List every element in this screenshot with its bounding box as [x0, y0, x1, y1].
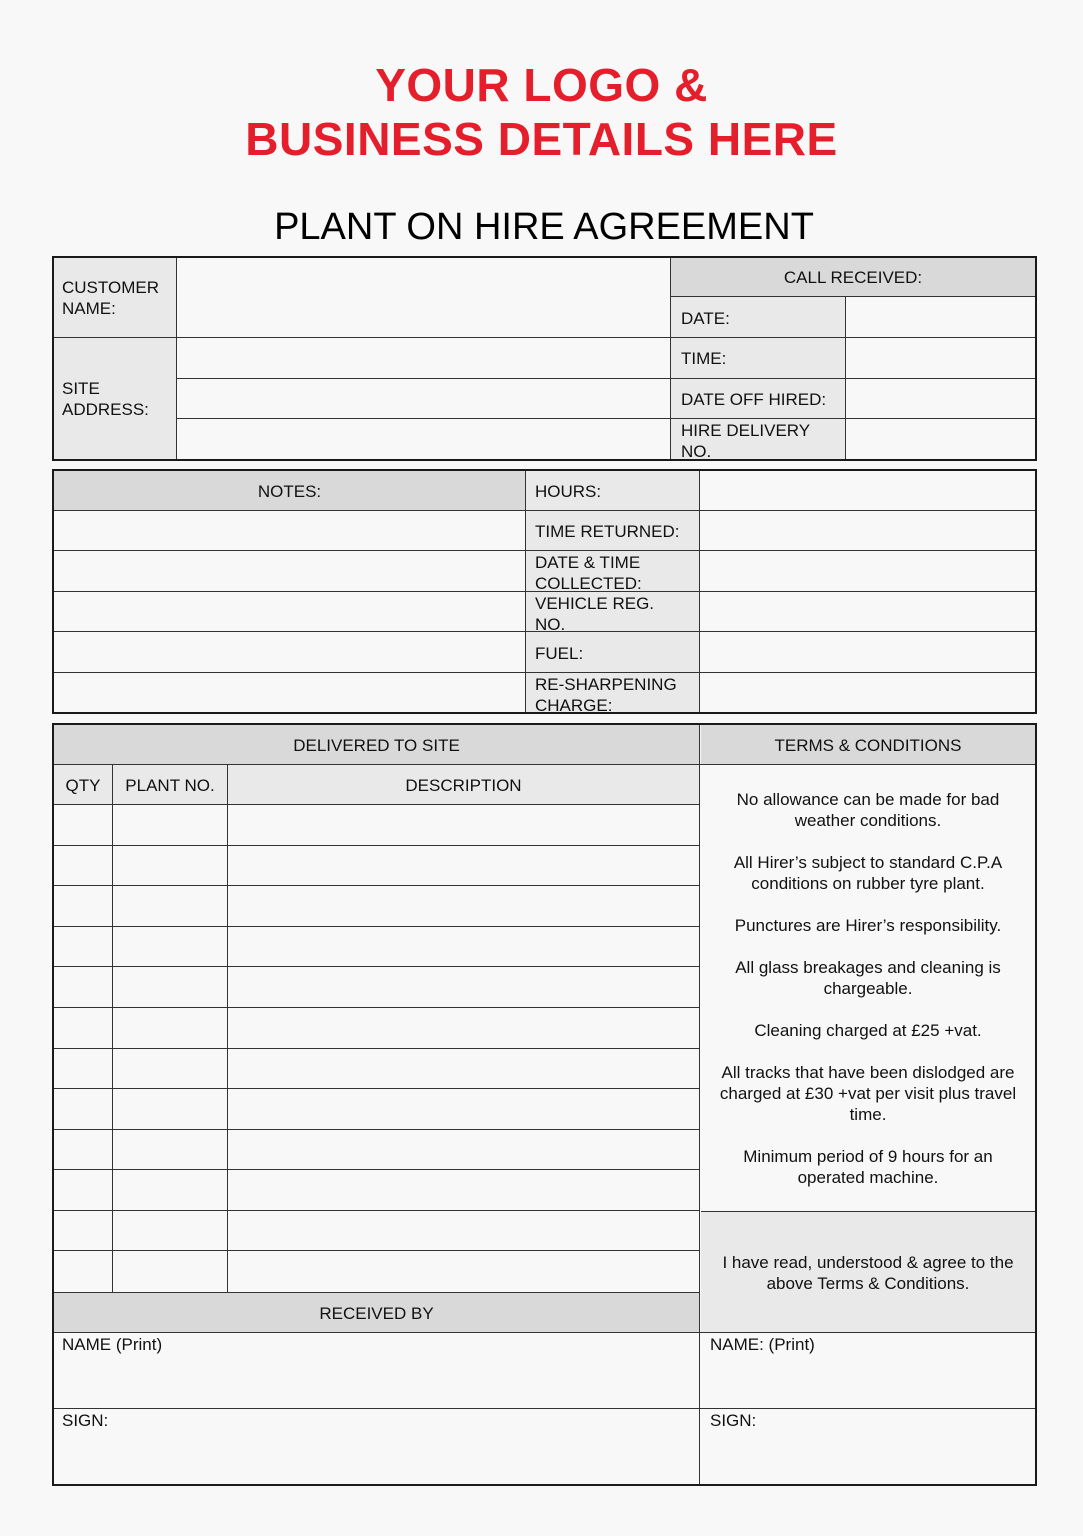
logo-line-2: BUSINESS DETAILS HERE: [245, 113, 838, 165]
terms-item: No allowance can be made for bad weather conditions.: [736, 790, 1000, 830]
hire-delivery-no-field[interactable]: [846, 419, 1035, 459]
site-address-field-2[interactable]: [177, 379, 669, 418]
notes-line-5[interactable]: [54, 673, 525, 712]
terms-list: [702, 789, 1034, 1209]
time-label: TIME:: [681, 349, 727, 368]
resharpening-charge-field[interactable]: [700, 673, 1035, 712]
table-row[interactable]: [54, 1130, 699, 1170]
time-returned-field[interactable]: [700, 511, 1035, 550]
site-address-label: SITE ADDRESS:: [62, 379, 149, 419]
time-field[interactable]: [846, 338, 1035, 378]
call-received-heading: CALL RECEIVED:: [783, 268, 923, 287]
notes-heading: NOTES:: [257, 482, 322, 501]
agreement-text: I have read, understood & agree to the above Terms & Conditions.: [722, 1253, 1014, 1293]
received-sign-label: SIGN:: [62, 1411, 109, 1430]
hire-delivery-no-label: HIRE DELIVERY NO.: [681, 421, 811, 461]
fuel-field[interactable]: [700, 632, 1035, 672]
hours-field[interactable]: [700, 471, 1035, 510]
table-row[interactable]: [54, 846, 699, 886]
table-row[interactable]: [54, 1049, 699, 1089]
page-title: PLANT ON HIRE AGREEMENT: [274, 206, 814, 248]
fuel-label: FUEL:: [535, 644, 584, 663]
site-address-field-1[interactable]: [177, 338, 669, 378]
hirer-sign-field[interactable]: [701, 1409, 1035, 1484]
terms-item: Punctures are Hirer’s responsibility.: [734, 916, 1002, 935]
terms-heading: TERMS & CONDITIONS: [774, 736, 962, 755]
plant-no-column-header: PLANT NO.: [125, 776, 215, 795]
business-logo-placeholder: [0, 58, 1083, 166]
received-sign-field[interactable]: [54, 1409, 699, 1484]
table-row[interactable]: [54, 1089, 699, 1129]
received-name-label: NAME (Print): [62, 1335, 163, 1354]
table-row[interactable]: [54, 1170, 699, 1210]
received-name-field[interactable]: [54, 1333, 699, 1408]
terms-item: Cleaning charged at £25 +vat.: [754, 1021, 982, 1040]
site-address-field-3[interactable]: [177, 419, 669, 459]
delivered-to-site-heading: DELIVERED TO SITE: [293, 736, 460, 755]
table-row[interactable]: [54, 967, 699, 1007]
resharpening-charge-label: RE-SHARPENING CHARGE:: [535, 675, 677, 715]
date-time-collected-field[interactable]: [700, 551, 1035, 591]
table-row[interactable]: [54, 927, 699, 967]
hours-label: HOURS:: [535, 482, 602, 501]
terms-item: All glass breakages and cleaning is chargeable.: [735, 958, 1001, 998]
date-off-hired-label: DATE OFF HIRED:: [681, 390, 827, 409]
notes-line-2[interactable]: [54, 551, 525, 591]
date-off-hired-field[interactable]: [846, 379, 1035, 418]
description-column-header: DESCRIPTION: [405, 776, 522, 795]
table-row[interactable]: [54, 886, 699, 926]
vehicle-reg-field[interactable]: [700, 592, 1035, 631]
hirer-name-label: NAME: (Print): [710, 1335, 815, 1354]
notes-line-4[interactable]: [54, 632, 525, 672]
customer-name-field[interactable]: [177, 258, 669, 337]
vehicle-reg-label: VEHICLE REG. NO.: [535, 594, 655, 634]
terms-item: All Hirer’s subject to standard C.P.A conditions on rubber tyre plant.: [733, 853, 1003, 893]
logo-line-1: YOUR LOGO &: [375, 59, 708, 111]
table-row[interactable]: [54, 1211, 699, 1251]
table-row[interactable]: [54, 1008, 699, 1048]
received-by-heading: RECEIVED BY: [319, 1304, 434, 1323]
date-label: DATE:: [681, 309, 730, 328]
notes-line-1[interactable]: [54, 511, 525, 550]
customer-name-label: CUSTOMER NAME:: [62, 278, 159, 318]
hirer-sign-label: SIGN:: [710, 1411, 757, 1430]
time-returned-label: TIME RETURNED:: [535, 522, 680, 541]
notes-line-3[interactable]: [54, 592, 525, 631]
date-time-collected-label: DATE & TIME COLLECTED:: [535, 553, 642, 593]
date-field[interactable]: [846, 297, 1035, 337]
terms-item: All tracks that have been dislodged are charged at £30 +vat per visit plus travel time.: [719, 1063, 1017, 1124]
hirer-name-field[interactable]: [701, 1333, 1035, 1408]
table-row[interactable]: [54, 805, 699, 845]
terms-item: Minimum period of 9 hours for an operated machine.: [743, 1147, 993, 1187]
terms-agreement: [702, 1252, 1034, 1315]
table-row[interactable]: [54, 1251, 699, 1291]
qty-column-header: QTY: [65, 776, 101, 795]
